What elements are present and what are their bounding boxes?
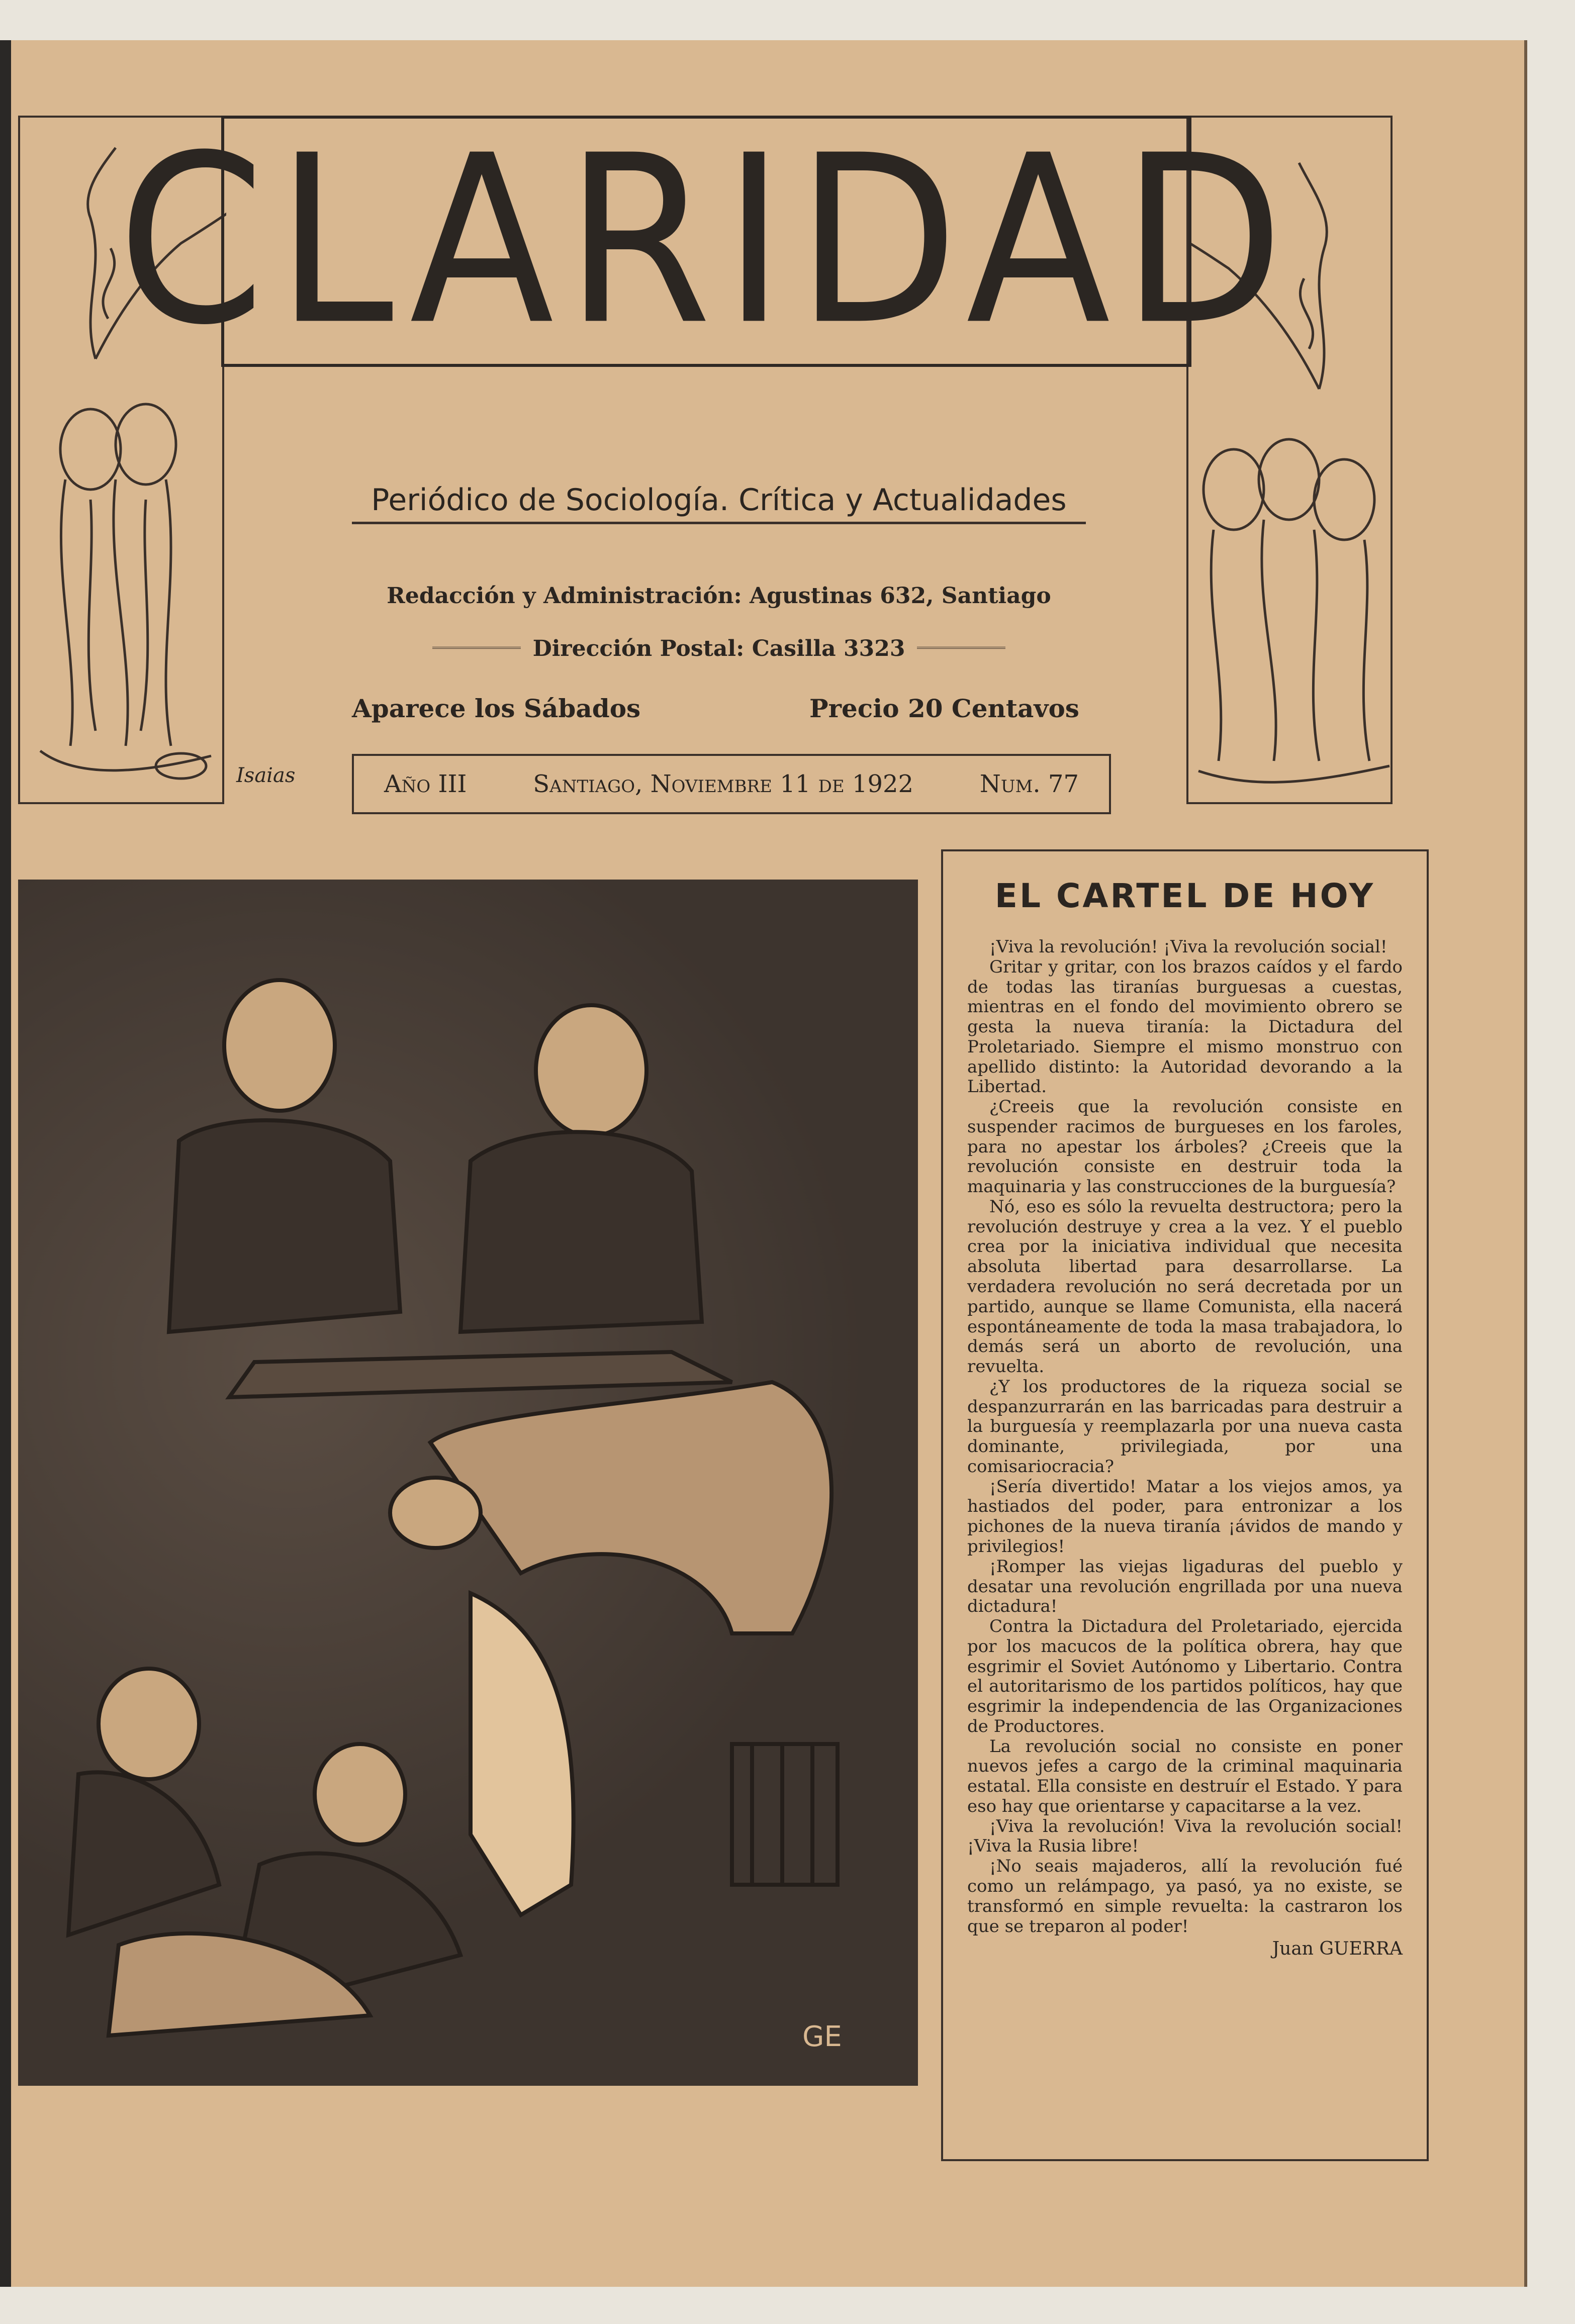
- article-paragraph: ¡Romper las viejas ligaduras del pueblo y desatar una revolución engrillada por una nueva dictadura!: [967, 1556, 1403, 1617]
- issue-number: Num. 77: [979, 770, 1079, 798]
- article-body: [967, 937, 1403, 1936]
- article-paragraph: ¡Viva la revolución! ¡Viva la revolución social!: [989, 937, 1387, 957]
- artist-signature: Isaias: [236, 764, 296, 787]
- article-paragraph: Nó, eso es sólo la revuelta destructora; pero la revolución destruye y crea a la vez. Y el pueblo crea por la iniciativa individual que necesita absoluta libertad para desarrollarse. La verdadera revolución no será decretada por un partido, aunque se llame Comunista, ella nacerá espontáneamente de toda la masa trabajadora, lo demás será un aborto de revolución, una revuelta.: [967, 1196, 1403, 1377]
- front-page-illustration: [18, 880, 918, 2086]
- decorative-rule: [917, 647, 1005, 651]
- issue-date: Santiago, Noviembre 11 de 1922: [533, 770, 914, 798]
- article-author: Juan GUERRA: [1272, 1939, 1403, 1960]
- article-title: EL CARTEL DE HOY: [994, 877, 1375, 915]
- article-paragraph: ¿Y los productores de la riqueza social se despanzurrarán en las barricadas para destruir a la burguesía y reemplazarla por una nueva casta dominante, privilegiada, por una comisariocracia?: [967, 1376, 1403, 1477]
- redaccion-address: Redacción y Administración: Agustinas 632, Santiago: [387, 583, 1051, 609]
- article-paragraph: La revolución social no consiste en poner nuevos jefes a cargo de la criminal maquinaria estatal. Ella consiste en destruír el Estado. Y para eso hay que orientarse y capacitarse a la vez.: [967, 1736, 1403, 1816]
- publication-frequency: Aparece los Sábados: [352, 694, 641, 723]
- article-paragraph: Gritar y gritar, con los brazos caídos y el fardo de todas las tiranías burguesas a cuestas, mientras en el fondo del movimiento obrero se gesta la nueva tiranía: la Dictadura del Proletariado. Siempre el mismo monstruo con apellido distinto: la Autoridad devorando a la Libertad.: [967, 956, 1403, 1097]
- editorial-column: [941, 849, 1429, 2161]
- postal-address-row: [432, 636, 1005, 661]
- postal-address: Dirección Postal: Casilla 3323: [532, 636, 905, 661]
- article-paragraph: ¡Viva la revolución! Viva la revolución social! ¡Viva la Rusia libre!: [967, 1816, 1403, 1857]
- masthead-title-box: [117, 106, 1295, 376]
- decorative-rule: [432, 647, 521, 651]
- illustration-signature: GE: [802, 2020, 842, 2053]
- article-paragraph: Contra la Dictadura del Proletariado, ejercida por los macucos de la política obrera, hay que esgrimir el Soviet Autónomo y Libertario. Contra el autoritarismo de los partidos políticos, hay que esgrimir la independencia de las Organizaciones de Productores.: [967, 1616, 1403, 1736]
- dateline-box: [352, 754, 1111, 814]
- newspaper-title: CLARIDAD: [117, 106, 1295, 376]
- newspaper-subtitle: Periódico de Sociología. Crítica y Actualidades: [352, 482, 1086, 524]
- lithograph-scene: [18, 880, 918, 2086]
- article-paragraph: ¿Creeis que la revolución consiste en suspender racimos de burgueses en los faroles, para no apestar los árboles? ¿Creeis que la revolución consiste en destruir toda la maquinaria y las construcciones de la burguesía?: [967, 1097, 1403, 1197]
- issue-year: Año III: [384, 770, 467, 798]
- price: Precio 20 Centavos: [809, 694, 1079, 723]
- article-paragraph: ¡Sería divertido! Matar a los viejos amos, ya hastiados del poder, para entronizar a los pichones de la nueva tiranía ¡ávidos de mando y privilegios!: [967, 1476, 1403, 1557]
- article-paragraph: ¡No seais majaderos, allí la revolución fué como un relámpago, ya pasó, ya no existe, se transformó en simple revuelta: la castraron los que se treparon al poder!: [967, 1856, 1403, 1936]
